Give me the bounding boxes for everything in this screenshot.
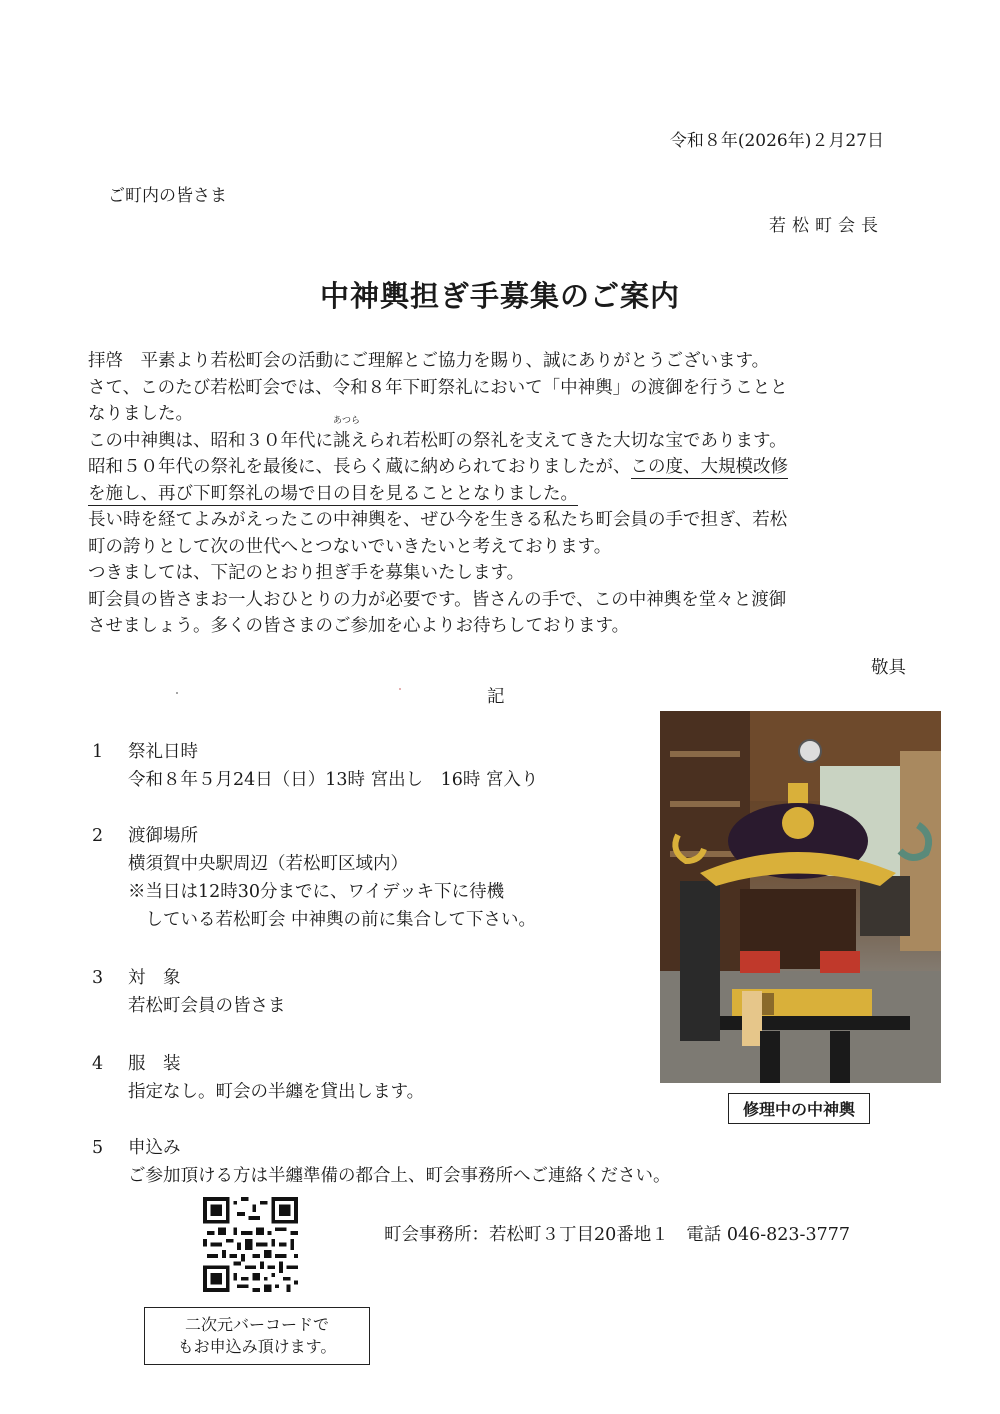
item-heading: 祭礼日時 [128, 742, 198, 762]
addressee: ご町内の皆さま [108, 186, 227, 206]
contact-info: 町会事務所：若松町３丁目20番地１ 電話 046-823-3777 [384, 1225, 850, 1245]
body-line-part: えられ若松町の祭礼を支えてきた大切な宝であります。 [350, 430, 787, 451]
item-heading: 申込み [128, 1138, 181, 1158]
body-line: 町の誇りとして次の世代へとつないでいきたいと考えております。 [88, 536, 612, 557]
item-number: 2 [92, 826, 104, 846]
item-line: している若松町会 中神輿の前に集合して下さい。 [128, 910, 537, 930]
scan-speck [399, 688, 401, 690]
item-line: 横須賀中央駅周辺（若松町区域内） [128, 854, 408, 874]
body-line: なりました。 [88, 404, 193, 424]
item-line: 指定なし。町会の半纏を貸出します。 [128, 1082, 425, 1102]
scan-speck [176, 692, 178, 694]
item-line: 令和８年５月24日（日）13時 宮出し 16時 宮入り [128, 770, 539, 790]
item-number: 5 [92, 1138, 104, 1158]
item-body [128, 1162, 671, 1190]
body-line-part: 昭和５０年代の祭礼を最後に、長らく蔵に納められておりましたが、 [88, 457, 631, 477]
underlined-text: を施し、再び下町祭礼の場で日の目を見ることとなりました。 [88, 483, 578, 504]
letter-body [88, 348, 918, 640]
item-body [128, 850, 536, 934]
letter-date: 令和８年(2026年)２月27日 [669, 131, 884, 151]
qr-code-icon[interactable] [203, 1197, 298, 1292]
body-line [88, 481, 918, 508]
qr-caption-line: 二次元バーコードで [184, 1315, 329, 1334]
qr-caption [144, 1307, 370, 1365]
mikoshi-illustration [660, 711, 941, 1083]
body-line: させましょう。多くの皆さまのご参加を心よりお待ちしております。 [88, 616, 630, 636]
body-line [88, 454, 918, 481]
underlined-text: この度、大規模改修 [630, 457, 788, 477]
qr-code-graphic [203, 1197, 298, 1292]
item-line: ご参加頂ける方は半纏準備の都合上、町会事務所へご連絡ください。 [128, 1166, 671, 1186]
body-line [88, 415, 918, 455]
body-line-part: この中神輿は、昭和３０年代に [88, 430, 333, 451]
item-heading: 対 象 [128, 968, 181, 988]
qr-caption-line: もお申込み頂けます。 [177, 1337, 337, 1356]
item-line: ※当日は12時30分までに、ワイデッキ下に待機 [128, 882, 505, 902]
photo-caption: 修理中の中神輿 [728, 1093, 870, 1124]
body-line: 拝啓 平素より若松町会の活動にご理解とご協力を賜り、誠にありがとうございます。 [88, 351, 770, 371]
ruby-reading: あつら [333, 415, 361, 426]
ruby-word [333, 415, 361, 455]
body-line: さて、このたび若松町会では、令和８年下町祭礼において「中神輿」の渡御を行うことと [88, 377, 788, 398]
body-line: 長い時を経てよみがえったこの中神輿を、ぜひ今を生きる私たち町会員の手で担ぎ、若松 [88, 510, 788, 530]
mikoshi-photo [660, 711, 941, 1083]
item-line: 若松町会員の皆さま [128, 996, 286, 1016]
ki-heading: 記 [487, 687, 505, 707]
sender: 若松町会長 [769, 216, 884, 236]
page-title: 中神輿担ぎ手募集のご案内 [319, 279, 680, 313]
closing-phrase: 敬具 [871, 658, 906, 678]
item-heading: 服 装 [128, 1054, 181, 1074]
item-heading: 渡御場所 [128, 826, 198, 846]
body-line: つきましては、下記のとおり担ぎ手を募集いたします。 [88, 563, 525, 583]
item-number: 3 [92, 968, 104, 988]
item-body [128, 992, 286, 1020]
item-number: 4 [92, 1054, 104, 1074]
body-line: 町会員の皆さまお一人おひとりの力が必要です。皆さんの手で、この中神輿を堂々と渡御 [88, 589, 787, 610]
item-body [128, 1078, 424, 1106]
item-number: 1 [92, 742, 104, 762]
item-body [128, 766, 538, 794]
ruby-base: 誂 [333, 430, 351, 451]
